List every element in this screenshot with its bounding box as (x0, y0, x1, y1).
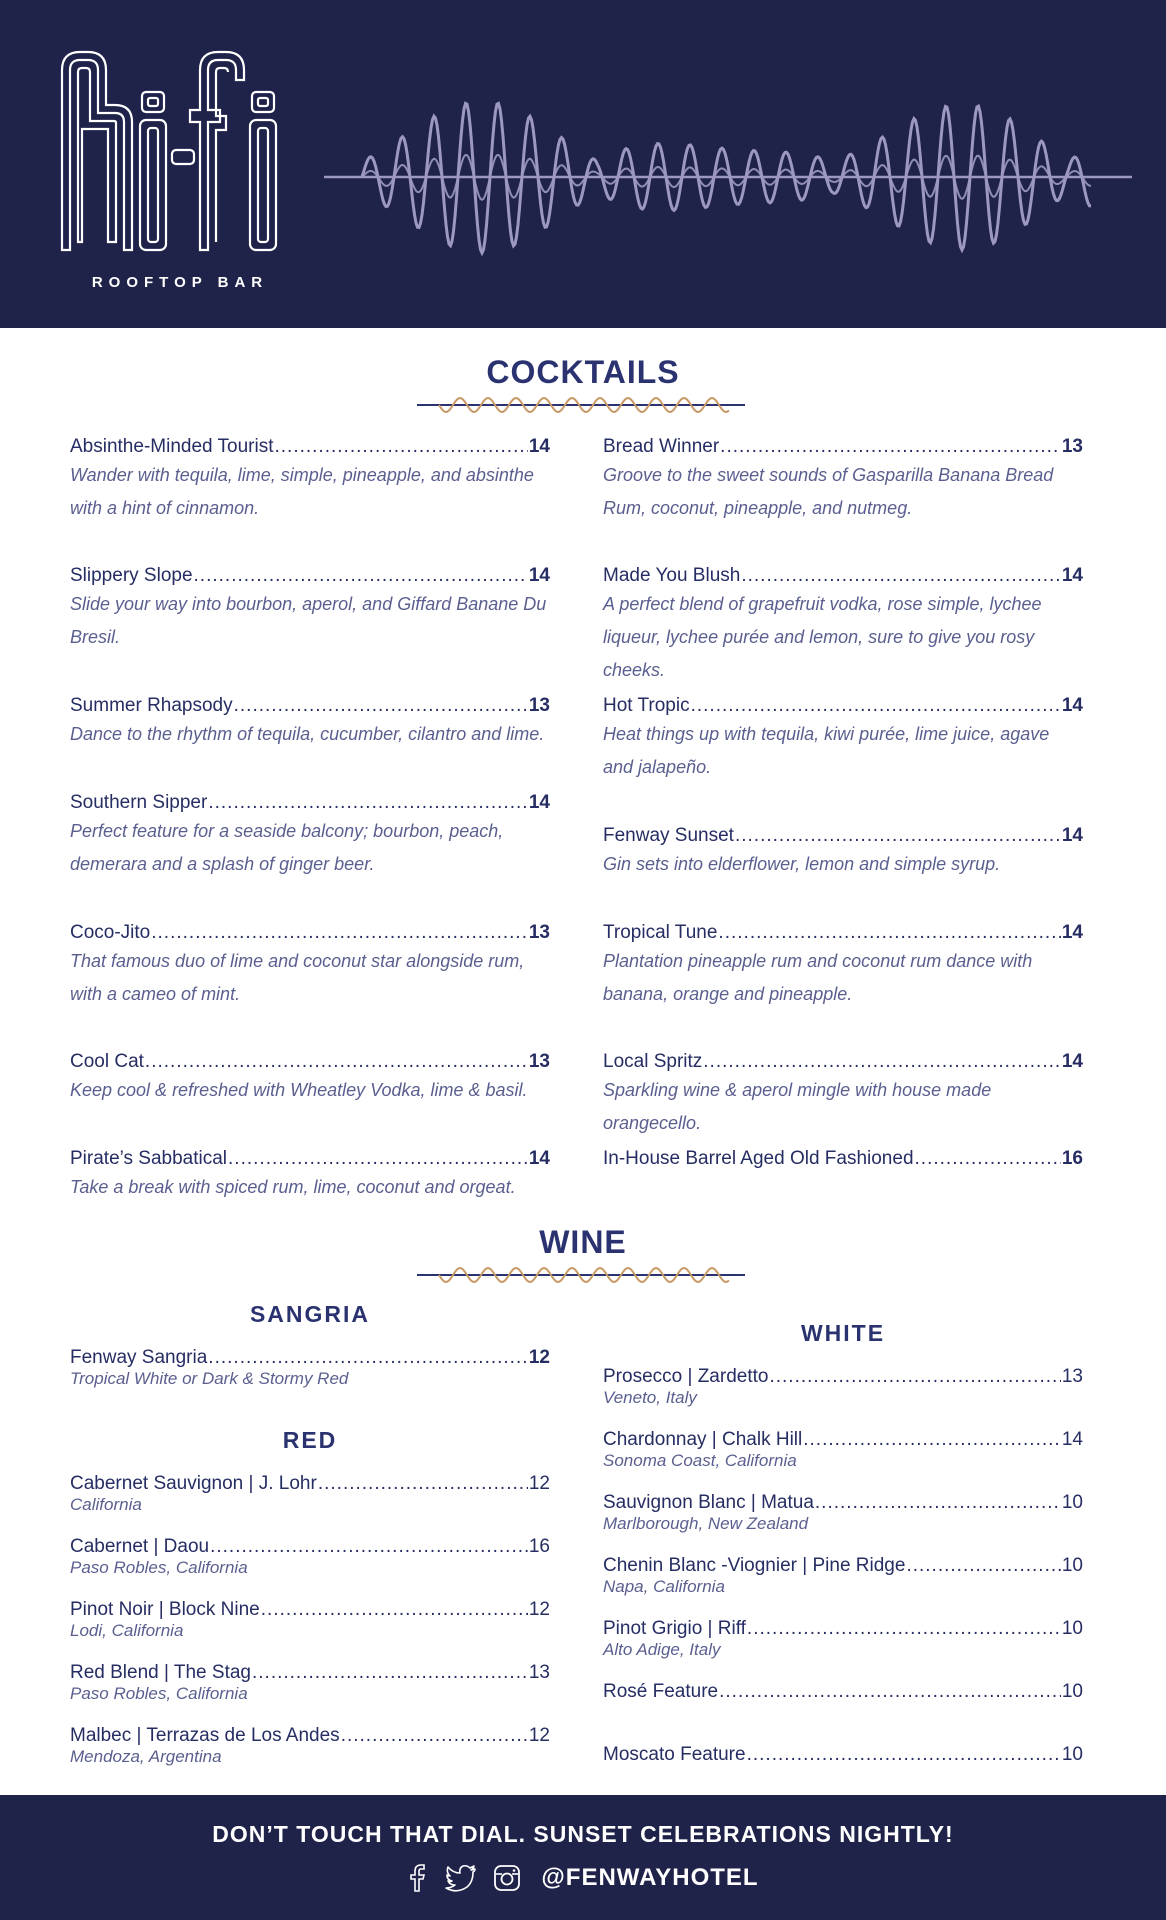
menu-item-name: Fenway Sangria (70, 1347, 208, 1368)
dot-leader (747, 1618, 1061, 1640)
dot-leader (741, 565, 1061, 587)
menu-item-price: 14 (1061, 825, 1083, 846)
menu-item-row (603, 1492, 1083, 1514)
menu-item (603, 922, 1083, 1011)
dot-leader (194, 565, 528, 587)
menu-item (603, 1366, 1083, 1408)
social-row (0, 1863, 1166, 1893)
menu-item-price: 13 (528, 922, 550, 943)
menu-item (603, 565, 1083, 687)
menu-item-name: Pirate’s Sabbatical (70, 1148, 228, 1169)
menu-item-row (70, 1725, 550, 1747)
menu-item-row (70, 1599, 550, 1621)
menu-item-row (603, 1148, 1083, 1170)
menu-item-name: Pinot Noir | Block Nine (70, 1599, 260, 1620)
menu-item (603, 1492, 1083, 1534)
menu-item-row (603, 1555, 1083, 1577)
facebook-icon[interactable] (407, 1863, 429, 1893)
menu-item (70, 1599, 550, 1641)
menu-item-name: In-House Barrel Aged Old Fashioned (603, 1148, 914, 1169)
menu-item-price: 10 (1061, 1618, 1083, 1639)
menu-item-name: Southern Sipper (70, 792, 208, 813)
menu-item-price: 14 (1061, 922, 1083, 943)
dot-leader (234, 695, 528, 717)
menu-item-description: Marlborough, New Zealand (603, 1514, 809, 1533)
menu-item-price: 14 (528, 565, 550, 586)
dot-leader (720, 436, 1061, 458)
menu-item-price: 12 (528, 1599, 550, 1620)
menu-item-row (70, 922, 550, 944)
instagram-icon[interactable] (493, 1864, 521, 1892)
menu-item-row (70, 1662, 550, 1684)
menu-item-price: 14 (1061, 1429, 1083, 1450)
menu-item-name: Malbec | Terrazas de Los Andes (70, 1725, 340, 1746)
menu-item-name: Sauvignon Blanc | Matua (603, 1492, 814, 1513)
menu-item-price: 14 (528, 1148, 550, 1169)
dot-leader (735, 825, 1061, 847)
menu-item-price: 12 (528, 1725, 550, 1746)
menu-item (603, 1744, 1083, 1766)
menu-item-name: Made You Blush (603, 565, 741, 586)
menu-item (70, 1662, 550, 1704)
menu-item-description: Slide your way into bourbon, aperol, and Giffard Banane Du Bresil. (70, 594, 547, 647)
menu-item-description: Perfect feature for a seaside balcony; bourbon, peach, demerara and a splash of ginger beer. (70, 821, 504, 874)
dot-leader (747, 1744, 1061, 1766)
menu-item-price: 16 (528, 1536, 550, 1557)
menu-item-name: Prosecco | Zardetto (603, 1366, 769, 1387)
menu-item-description: Wander with tequila, lime, simple, pineapple, and absinthe with a hint of cinnamon. (70, 465, 534, 518)
menu-item (70, 436, 550, 525)
menu-item-description: Paso Robles, California (70, 1558, 248, 1577)
menu-item-row (603, 1618, 1083, 1640)
social-handle[interactable]: @FENWAYHOTEL (541, 1864, 759, 1891)
menu-item-row (70, 1536, 550, 1558)
menu-item-price: 14 (1061, 565, 1083, 586)
menu-item-description: Paso Robles, California (70, 1684, 248, 1703)
dot-leader (274, 436, 527, 458)
menu-item (603, 825, 1083, 881)
dot-leader (318, 1473, 528, 1495)
menu-item-name: Absinthe-Minded Tourist (70, 436, 274, 457)
menu-item-description: Sonoma Coast, California (603, 1451, 797, 1470)
menu-item-row (70, 1473, 550, 1495)
dot-leader (718, 922, 1060, 944)
menu-item-name: Chenin Blanc -Viognier | Pine Ridge (603, 1555, 906, 1576)
menu-item-price: 10 (1061, 1555, 1083, 1576)
dot-leader (906, 1555, 1060, 1577)
menu-item (70, 565, 550, 654)
menu-item-price: 14 (528, 436, 550, 457)
menu-item (70, 695, 550, 751)
menu-item-price: 10 (1061, 1681, 1083, 1702)
menu-item-price: 10 (1061, 1492, 1083, 1513)
menu-item (603, 1429, 1083, 1471)
twitter-icon[interactable] (445, 1864, 477, 1892)
menu-item-description: Lodi, California (70, 1621, 184, 1640)
dot-leader (228, 1148, 528, 1170)
menu-item-name: Rosé Feature (603, 1681, 719, 1702)
menu-item-row (603, 1051, 1083, 1073)
menu-item (70, 1536, 550, 1578)
menu-item-description: A perfect blend of grapefruit vodka, rose simple, lychee liqueur, lychee purée and lemon, sure to give you rosy cheeks. (603, 594, 1042, 680)
header-banner (0, 0, 1166, 328)
menu-item-name: Hot Tropic (603, 695, 690, 716)
logo-subtitle: ROOFTOP BAR (91, 274, 269, 291)
menu-item-description: Tropical White or Dark & Stormy Red (70, 1369, 349, 1388)
menu-item-price: 14 (1061, 1051, 1083, 1072)
dot-leader (210, 1536, 528, 1558)
menu-item (70, 1725, 550, 1767)
dot-leader (341, 1725, 528, 1747)
menu-item (603, 436, 1083, 525)
menu-item-description: Keep cool & refreshed with Wheatley Vodka, lime & basil. (70, 1080, 528, 1100)
menu-item-row (603, 565, 1083, 587)
menu-item-row (70, 436, 550, 458)
menu-item-description: California (70, 1495, 142, 1514)
dot-leader (803, 1429, 1061, 1451)
menu-item-row (603, 1744, 1083, 1766)
menu-item-name: Fenway Sunset (603, 825, 734, 846)
menu-item-name: Chardonnay | Chalk Hill (603, 1429, 803, 1450)
menu-item-row (70, 1051, 550, 1073)
menu-item-row (603, 1366, 1083, 1388)
menu-item (70, 1148, 550, 1204)
dot-leader (769, 1366, 1060, 1388)
menu-item-name: Red Blend | The Stag (70, 1662, 251, 1683)
menu-item-name: Moscato Feature (603, 1744, 746, 1765)
menu-item-description: Plantation pineapple rum and coconut rum dance with banana, orange and pineapple. (603, 951, 1033, 1004)
menu-item-description: Veneto, Italy (603, 1388, 697, 1407)
menu-item-description: Gin sets into elderflower, lemon and simple syrup. (603, 854, 1001, 874)
menu-item-price: 12 (528, 1473, 550, 1494)
menu-item-description: Napa, California (603, 1577, 725, 1596)
menu-item-row (603, 825, 1083, 847)
menu-item (603, 695, 1083, 784)
menu-item-description: Dance to the rhythm of tequila, cucumber, cilantro and lime. (70, 724, 545, 744)
menu-item (70, 922, 550, 1011)
menu-item-price: 14 (528, 792, 550, 813)
menu-item-row (70, 792, 550, 814)
menu-item-name: Pinot Grigio | Riff (603, 1618, 746, 1639)
menu-item-row (603, 1681, 1083, 1703)
menu-item-name: Tropical Tune (603, 922, 718, 943)
dot-leader (703, 1051, 1061, 1073)
menu-item-price: 13 (528, 1051, 550, 1072)
menu-item-price: 14 (1061, 695, 1083, 716)
dot-leader (151, 922, 528, 944)
dot-leader (915, 1148, 1061, 1170)
menu-item (70, 792, 550, 881)
menu-item-name: Coco-Jito (70, 922, 151, 943)
red-heading: RED (282, 1427, 338, 1453)
dot-leader (261, 1599, 528, 1621)
menu-item-row (70, 695, 550, 717)
hifi-logo (60, 50, 300, 255)
menu-item-name: Cabernet | Daou (70, 1536, 210, 1557)
cocktails-title: COCKTAILS (486, 354, 680, 390)
menu-item (70, 1473, 550, 1515)
menu-item-description: Alto Adige, Italy (603, 1640, 721, 1659)
menu-item-row (603, 922, 1083, 944)
menu-item (70, 1347, 550, 1389)
menu-item-description: Heat things up with tequila, kiwi purée, lime juice, agave and jalapeño. (603, 724, 1050, 777)
menu-item-price: 13 (1061, 1366, 1083, 1387)
wine-title: WINE (539, 1224, 627, 1260)
sound-wave-graphic (322, 60, 1134, 290)
menu-item-row (603, 436, 1083, 458)
footer-tagline: DON’T TOUCH THAT DIAL. SUNSET CELEBRATIONS NIGHTLY! (212, 1821, 954, 1847)
dot-leader (252, 1662, 528, 1684)
menu-item-description: Groove to the sweet sounds of Gasparilla Banana Bread Rum, coconut, pineapple, and nutmeg. (603, 465, 1054, 518)
dot-leader (208, 792, 528, 814)
menu-item-name: Slippery Slope (70, 565, 193, 586)
menu-item-name: Local Spritz (603, 1051, 703, 1072)
menu-item-name: Cool Cat (70, 1051, 144, 1072)
white-heading: WHITE (800, 1320, 886, 1346)
footer-banner (0, 1795, 1166, 1920)
menu-item-price: 13 (528, 695, 550, 716)
menu-item-row (70, 565, 550, 587)
menu-item-row (70, 1347, 550, 1369)
menu-item-name: Bread Winner (603, 436, 720, 457)
menu-item (603, 1148, 1083, 1170)
dot-leader (208, 1347, 528, 1369)
menu-item-price: 13 (1061, 436, 1083, 457)
menu-item-price: 10 (1061, 1744, 1083, 1765)
menu-item-description: That famous duo of lime and coconut star alongside rum, with a cameo of mint. (70, 951, 525, 1004)
menu-item-description: Mendoza, Argentina (70, 1747, 222, 1766)
cocktails-divider (417, 394, 747, 420)
menu-item-row (70, 1148, 550, 1170)
menu-item (603, 1681, 1083, 1703)
menu-item-name: Summer Rhapsody (70, 695, 233, 716)
menu-item-row (603, 695, 1083, 717)
dot-leader (691, 695, 1061, 717)
menu-item-price: 12 (528, 1347, 550, 1368)
menu-item (70, 1051, 550, 1107)
dot-leader (719, 1681, 1061, 1703)
menu-item-description: Sparkling wine & aperol mingle with house made orangecello. (603, 1080, 992, 1133)
menu-item-row (603, 1429, 1083, 1451)
menu-item (603, 1618, 1083, 1660)
dot-leader (815, 1492, 1061, 1514)
wine-divider (417, 1264, 747, 1290)
menu-item-price: 16 (1061, 1148, 1083, 1169)
menu-item-price: 13 (528, 1662, 550, 1683)
menu-item (603, 1051, 1083, 1140)
sangria-heading: SANGRIA (249, 1301, 371, 1327)
dot-leader (145, 1051, 528, 1073)
menu-item (603, 1555, 1083, 1597)
menu-item-name: Cabernet Sauvignon | J. Lohr (70, 1473, 317, 1494)
menu-item-description: Take a break with spiced rum, lime, coconut and orgeat. (70, 1177, 516, 1197)
